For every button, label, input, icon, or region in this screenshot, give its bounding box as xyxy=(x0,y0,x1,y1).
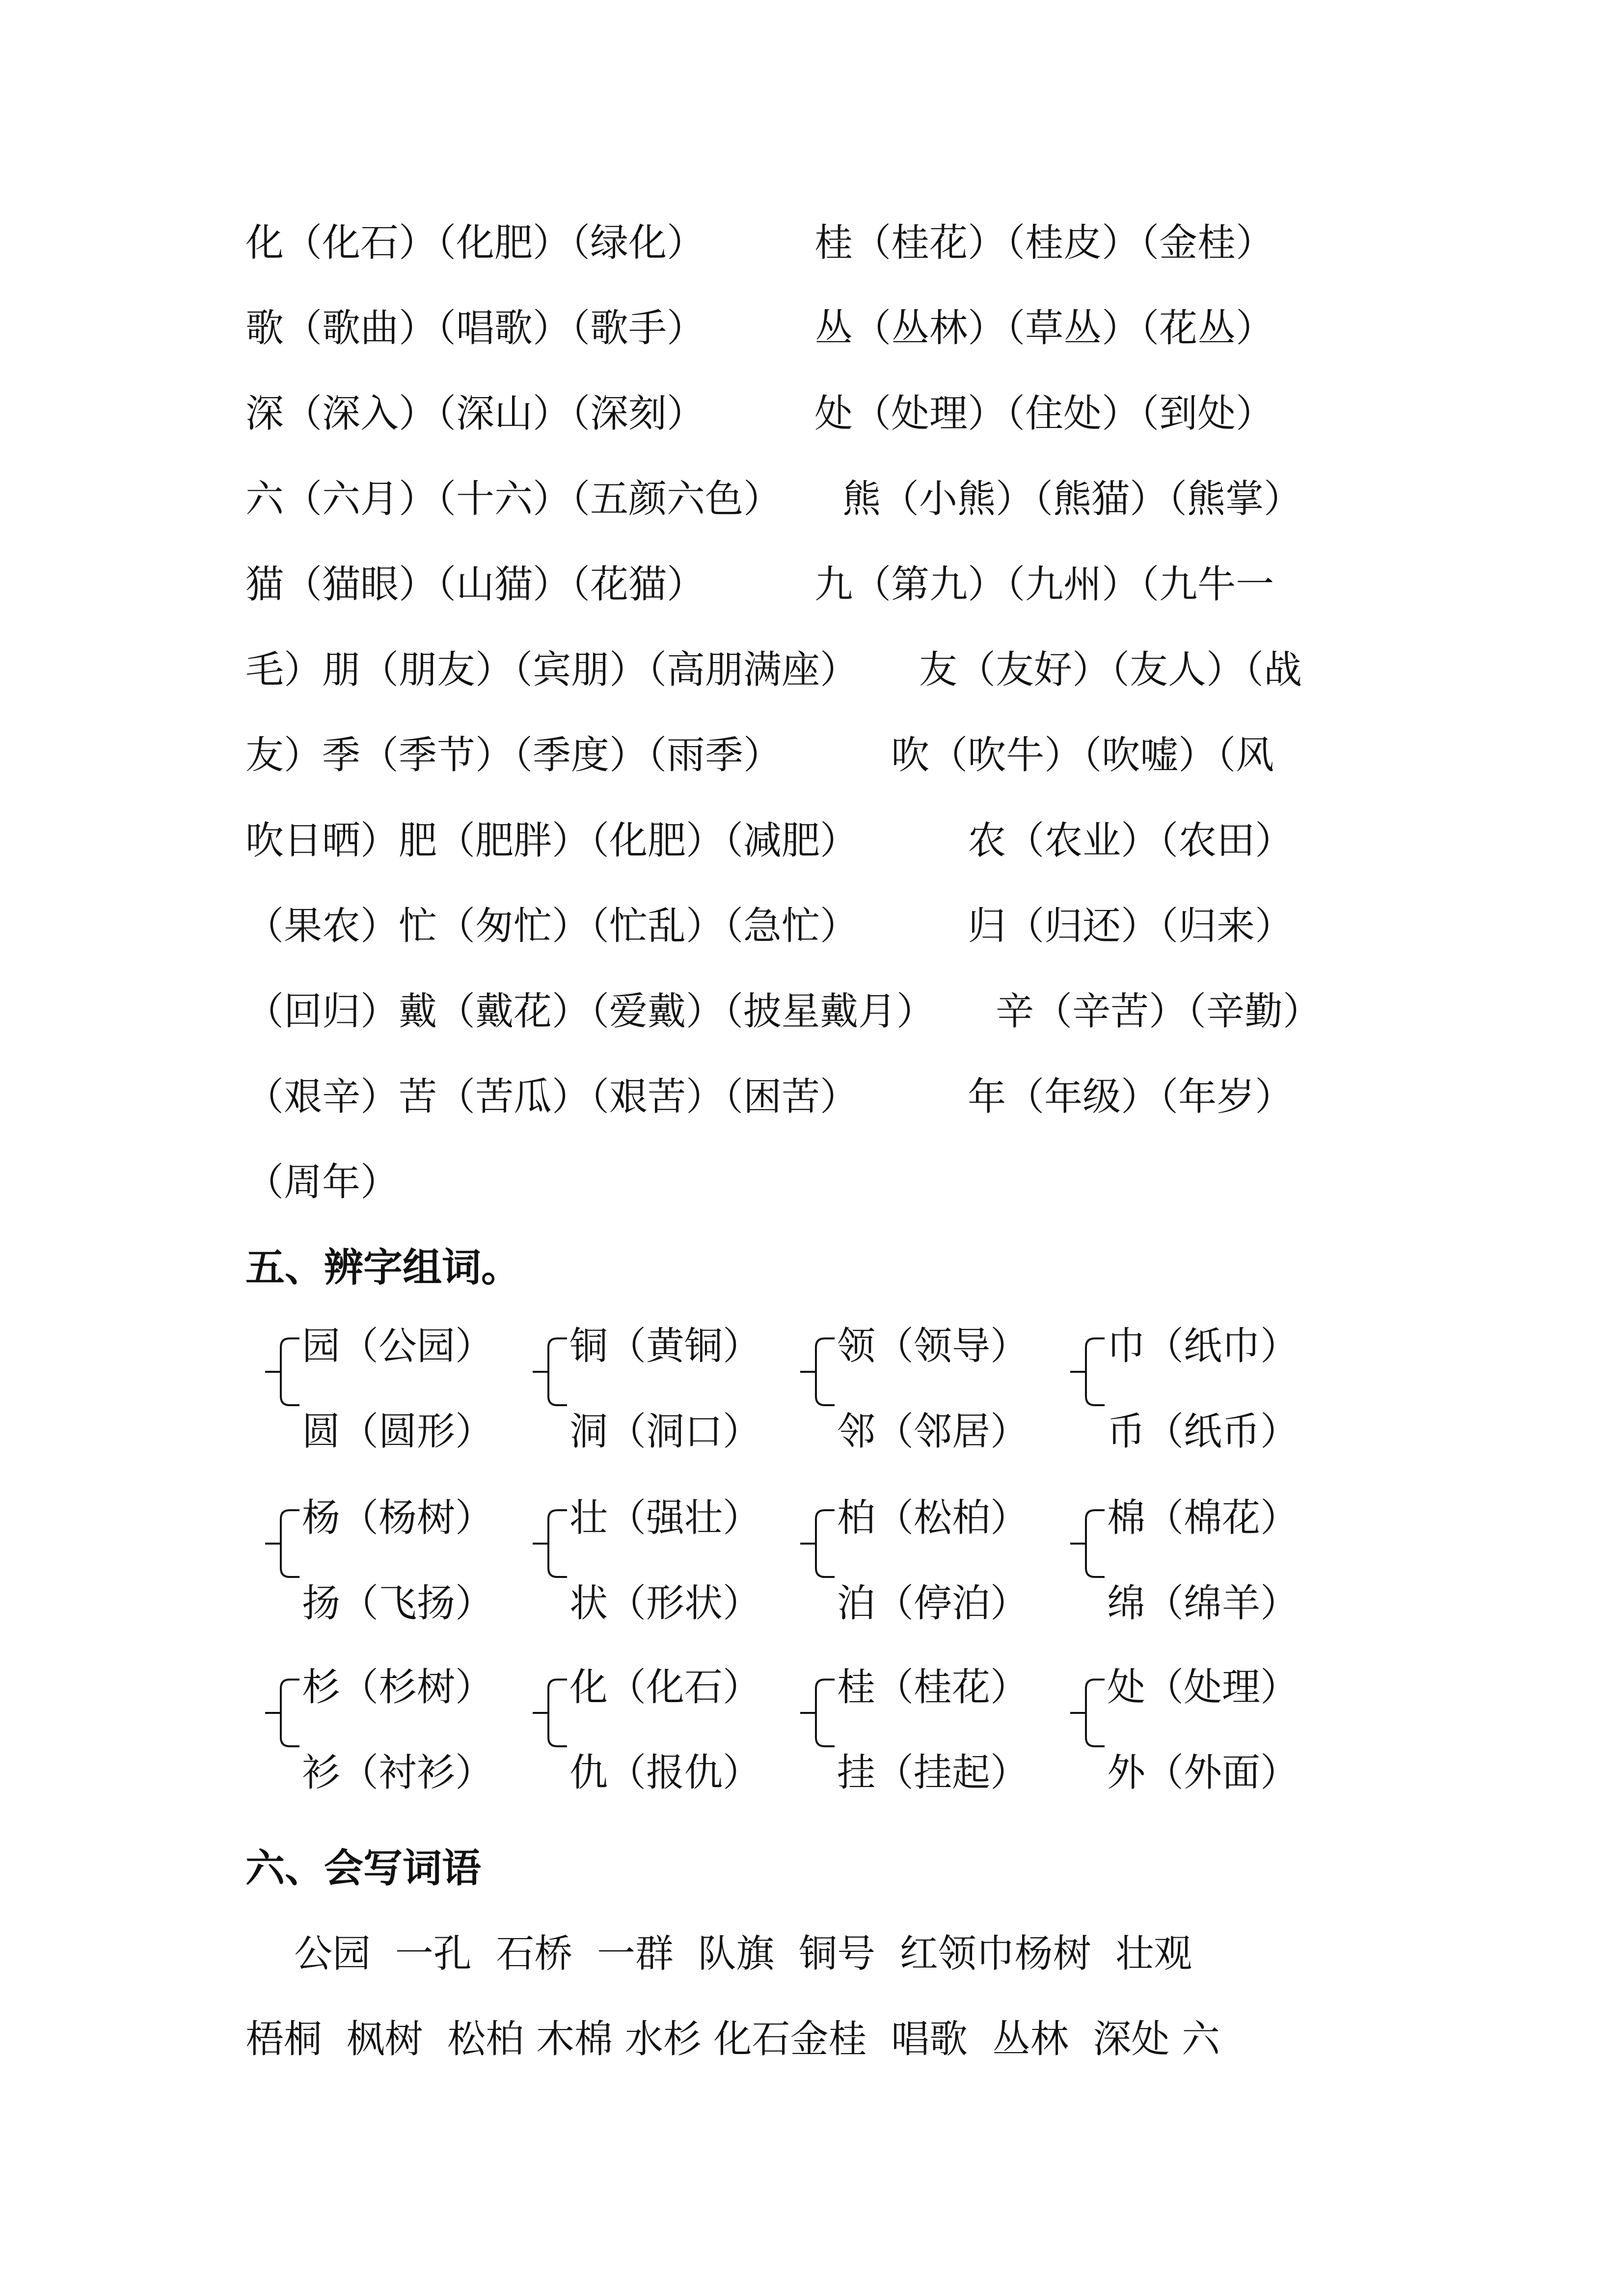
word-pair-bottom: 挂（挂起） xyxy=(837,1751,1029,1795)
word-list-line: （果农）忙（匆忙）（忙乱）（急忙） 归（归还）（归来） xyxy=(245,904,1294,948)
brace-icon xyxy=(513,1669,572,1757)
word-list-line: 歌（歌曲）（唱歌）（歌手） 丛（丛林）（草丛）（花丛） xyxy=(245,306,1274,350)
brace-icon xyxy=(245,1328,304,1416)
section-heading: 五、辨字组词。 xyxy=(245,1245,520,1290)
word-pair-top: 处（处理） xyxy=(1107,1665,1299,1709)
vocab-line: 公园 一孔 石桥 一群 队旗 铜号 红领巾杨树 壮观 xyxy=(245,1932,1192,1976)
word-pair-bottom: 衫（衬衫） xyxy=(302,1751,494,1795)
word-list-line: 猫（猫眼）（山猫）（花猫） 九（第九）（九州）（九牛一 xyxy=(245,562,1274,607)
word-pair-top: 壮（强壮） xyxy=(569,1496,761,1540)
word-pair-group xyxy=(1051,1496,1326,1626)
word-pair-bottom: 外（外面） xyxy=(1107,1751,1299,1795)
word-list-line: （艰辛）苦（苦瓜）（艰苦）（困苦） 年（年级）（年岁） xyxy=(245,1075,1294,1119)
brace-icon xyxy=(245,1669,304,1757)
word-list-line: 六（六月）（十六）（五颜六色） 熊（小熊）（熊猫）（熊掌） xyxy=(245,477,1302,521)
word-pair-top: 棉（棉花） xyxy=(1107,1496,1299,1540)
word-pair-group xyxy=(245,1324,520,1454)
brace-icon xyxy=(1051,1499,1110,1588)
word-pair-group xyxy=(781,1665,1056,1795)
word-pair-bottom: 扬（飞扬） xyxy=(302,1581,494,1626)
brace-icon xyxy=(513,1499,572,1588)
brace-icon xyxy=(781,1499,839,1588)
word-list-line: 毛）朋（朋友）（宾朋）（高朋满座） 友（友好）（友人）（战 xyxy=(245,648,1302,692)
word-pair-top: 铜（黄铜） xyxy=(569,1324,761,1368)
brace-icon xyxy=(781,1328,839,1416)
word-pair-bottom: 绵（绵羊） xyxy=(1107,1581,1299,1626)
word-pair-top: 桂（桂花） xyxy=(837,1665,1029,1709)
word-list-line: 吹日晒）肥（肥胖）（化肥）（减肥） 农（农业）（农田） xyxy=(245,819,1294,863)
word-pair-group xyxy=(781,1324,1056,1454)
brace-icon xyxy=(1051,1328,1110,1416)
word-pair-group xyxy=(245,1665,520,1795)
word-pair-bottom: 仇（报仇） xyxy=(569,1751,761,1795)
word-list-line: （周年） xyxy=(245,1160,399,1204)
word-pair-top: 园（公园） xyxy=(302,1324,494,1368)
word-pair-bottom: 洞（洞口） xyxy=(569,1410,761,1454)
word-pair-group xyxy=(513,1496,788,1626)
word-pair-top: 化（化石） xyxy=(569,1665,761,1709)
word-pair-top: 领（领导） xyxy=(837,1324,1029,1368)
word-pair-group xyxy=(513,1665,788,1795)
word-list-line: 友）季（季节）（季度）（雨季） 吹（吹牛）（吹嘘）（风 xyxy=(245,733,1274,777)
word-pair-top: 杨（杨树） xyxy=(302,1496,494,1540)
word-list-line: 深（深入）（深山）（深刻） 处（处理）（住处）（到处） xyxy=(245,392,1274,436)
word-pair-group xyxy=(245,1496,520,1626)
brace-icon xyxy=(245,1499,304,1588)
word-pair-top: 巾（纸巾） xyxy=(1107,1324,1299,1368)
word-pair-group xyxy=(1051,1324,1326,1454)
word-list-line: 化（化石）（化肥）（绿化） 桂（桂花）（桂皮）（金桂） xyxy=(245,221,1274,265)
word-list-line: （回归）戴（戴花）（爱戴）（披星戴月） 辛（辛苦）（辛勤） xyxy=(245,989,1321,1034)
word-pair-group xyxy=(781,1496,1056,1626)
vocab-line: 梧桐 枫树 松柏 木棉 水杉 化石金桂 唱歌 丛林 深处 六 xyxy=(245,2017,1220,2061)
word-pair-bottom: 邻（邻居） xyxy=(837,1410,1029,1454)
section-heading: 六、会写词语 xyxy=(245,1845,481,1891)
word-pair-bottom: 圆（圆形） xyxy=(302,1410,494,1454)
word-pair-bottom: 币（纸币） xyxy=(1107,1410,1299,1454)
word-pair-top: 杉（杉树） xyxy=(302,1665,494,1709)
word-pair-top: 柏（松柏） xyxy=(837,1496,1029,1540)
brace-icon xyxy=(513,1328,572,1416)
word-pair-group xyxy=(1051,1665,1326,1795)
brace-icon xyxy=(781,1669,839,1757)
word-pair-bottom: 泊（停泊） xyxy=(837,1581,1029,1626)
brace-icon xyxy=(1051,1669,1110,1757)
word-pair-group xyxy=(513,1324,788,1454)
word-pair-bottom: 状（形状） xyxy=(569,1581,761,1626)
